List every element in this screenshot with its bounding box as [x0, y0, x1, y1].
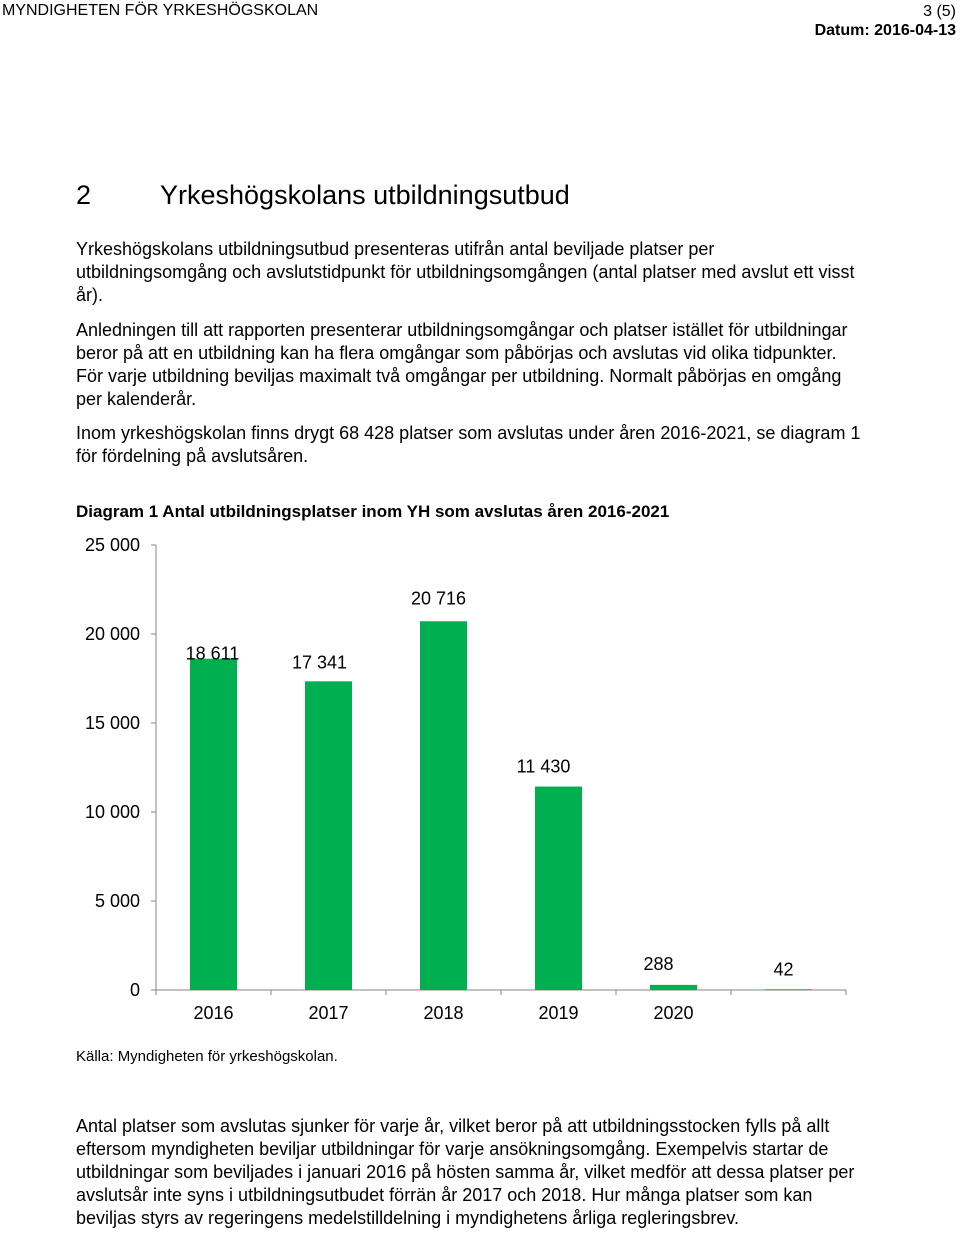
bar-2017	[305, 681, 352, 990]
bar-chart	[0, 520, 960, 1040]
header-meta	[815, 2, 956, 40]
y-tick-label: 5 000	[94, 891, 140, 911]
paragraph-intro: Yrkeshögskolans utbildningsutbud presenteras utifrån antal beviljade platser per utbildningsomgång och avslutstidpunkt för utbildningsomgången (antal platser med avslut ett visst år).	[76, 239, 855, 305]
y-tick-label: 15 000	[84, 713, 140, 733]
y-tick-label: 20 000	[84, 624, 140, 644]
y-tick-label: 25 000	[84, 535, 140, 555]
category-label: 2016	[193, 1003, 234, 1023]
data-label: 42	[773, 959, 794, 980]
header-org: MYNDIGHETEN FÖR YRKESHÖGSKOLAN	[2, 2, 319, 19]
data-label: 11 430	[516, 756, 571, 777]
y-tick-label: 10 000	[84, 802, 140, 822]
paragraph-reason: Anledningen till att rapporten presenterar utbildningsomgångar och platser istället för utbildningar beror på att en utbildning kan ha flera omgångar som påbörjas och avslutas vid olika tidpunkter. För varje utbildning beviljas maximalt två omgångar per utbildning. Normalt påbörjas en omgång per kalenderår.	[76, 320, 848, 409]
bar-2020	[650, 985, 697, 990]
bar-last	[765, 989, 812, 990]
bar-2019	[535, 787, 582, 990]
data-label: 17 341	[291, 652, 348, 673]
section-title: Yrkeshögskolans utbildningsutbud	[160, 180, 570, 210]
bar-2016	[190, 659, 237, 990]
data-label: 288	[643, 953, 674, 974]
category-label: 2020	[653, 1003, 694, 1023]
y-tick-label: 0	[129, 980, 140, 1000]
section-number: 2	[76, 180, 92, 210]
data-label: 18 611	[185, 643, 240, 664]
paragraph-total: Inom yrkeshögskolan finns drygt 68 428 platser som avslutas under åren 2016-2021, se diagram 1 för fördelning på avslutsåren.	[76, 423, 861, 466]
chart-source: Källa: Myndigheten för yrkeshögskolan.	[76, 1048, 338, 1065]
page-number: 3 (5)	[923, 3, 956, 20]
category-label: 2017	[308, 1003, 349, 1023]
bar-2018	[420, 621, 467, 990]
section-heading	[76, 180, 570, 211]
data-label: 20 716	[410, 588, 467, 609]
category-label: 2019	[538, 1003, 579, 1023]
document-date: Datum: 2016-04-13	[814, 22, 956, 39]
paragraph-explanation: Antal platser som avslutas sjunker för varje år, vilket beror på att utbildningsstocken fylls på allt eftersom myndigheten beviljar utbildningar för varje ansökningsomgång. Exempelvis startar de utbildningar som beviljades i januari 2016 på hösten samma år, vilket medför att dessa platser per avslutsår inte syns i utbildningsutbudet förrän år 2017 och 2018. Hur många platser som kan beviljas styrs av regeringens medelstilldelning i myndighetens årliga regleringsbrev.	[76, 1116, 855, 1228]
category-label: 2018	[423, 1003, 464, 1023]
diagram-title: Diagram 1 Antal utbildningsplatser inom YH som avslutas åren 2016-2021	[76, 502, 670, 521]
